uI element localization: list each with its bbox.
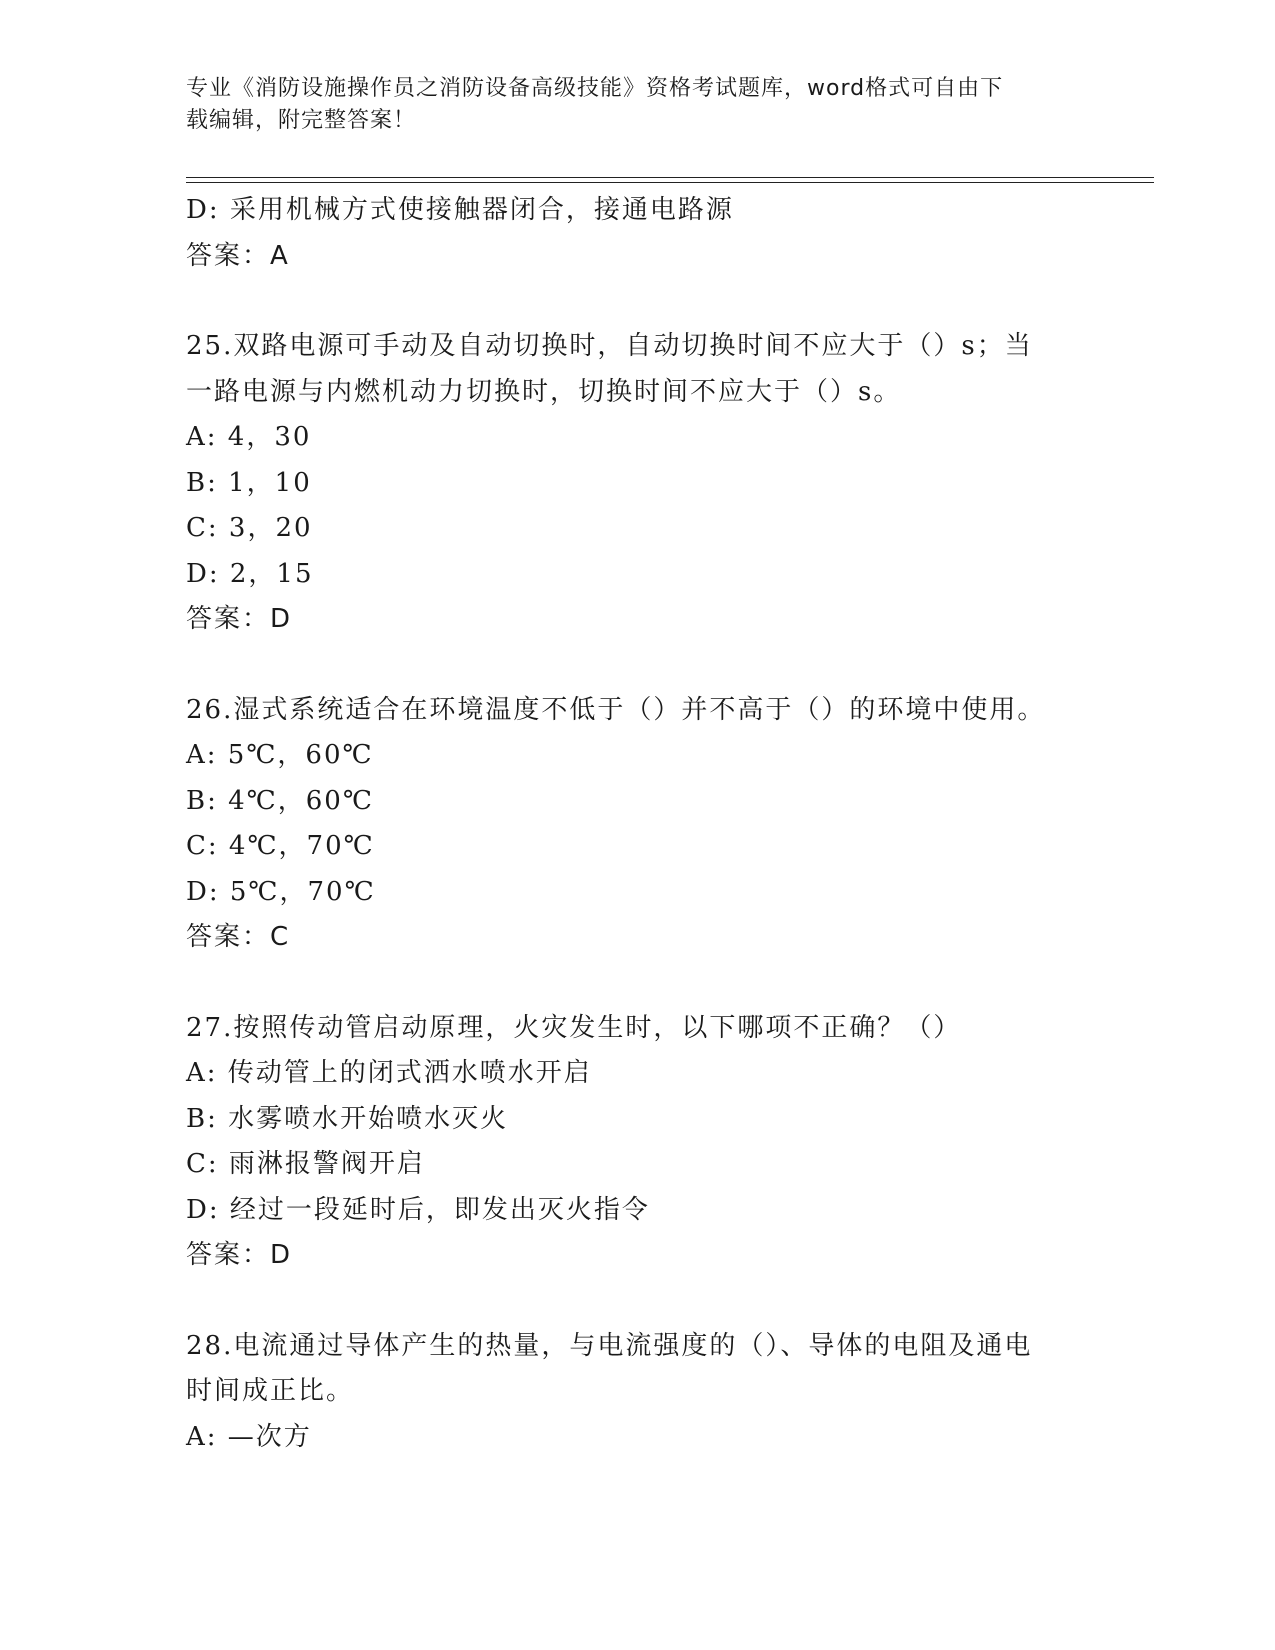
spacer — [186, 279, 1086, 324]
answer-line: 答案：A — [186, 240, 290, 271]
question-27 — [186, 1006, 1086, 1279]
answer-line: 答案：C — [186, 922, 291, 952]
option-d: D: 2，15 — [186, 558, 314, 589]
option-c: C: 雨淋报警阀开启 — [186, 1149, 425, 1179]
option-a: A: —次方 — [186, 1421, 312, 1452]
question-stem-line: 一路电源与内燃机动力切换时，切换时间不应大于（）s。 — [186, 376, 902, 407]
question-stem-line: 28.电流通过导体产生的热量，与电流强度的（）、导体的电阻及通电 — [186, 1330, 1033, 1361]
document-header — [186, 73, 1066, 137]
answer-line: 答案：D — [186, 604, 293, 634]
option-a: A: 4，30 — [186, 422, 312, 452]
option-c: C: 4℃，70℃ — [186, 831, 375, 861]
question-stem-line: 26.湿式系统适合在环境温度不低于（）并不高于（）的环境中使用。 — [186, 694, 1046, 725]
spacer — [186, 643, 1086, 688]
option-d: D: 采用机械方式使接触器闭合，接通电路源 — [186, 195, 734, 225]
answer-line: 答案：D — [186, 1240, 293, 1270]
question-25 — [186, 324, 1086, 643]
header-line-2: 载编辑，附完整答案！ — [186, 108, 417, 133]
option-d: D: 经过一段延时后，即发出灭火指令 — [186, 1194, 650, 1225]
spacer — [186, 1279, 1086, 1324]
header-divider-bottom — [186, 182, 1154, 183]
header-line-1: 专业《消防设施操作员之消防设备高级技能》资格考试题库，word格式可自由下 — [186, 76, 1004, 101]
option-b: B: 1，10 — [186, 467, 312, 498]
option-b: B: 4℃，60℃ — [186, 785, 374, 816]
question-stem-line: 27.按照传动管启动原理，火灾发生时，以下哪项不正确？（） — [186, 1012, 962, 1043]
question-stem-line: 25.双路电源可手动及自动切换时，自动切换时间不应大于（）s；当 — [186, 331, 1033, 361]
question-stem-line: 时间成正比。 — [186, 1376, 355, 1406]
option-a: A: 传动管上的闭式洒水喷水开启 — [186, 1058, 592, 1088]
question-26 — [186, 688, 1086, 961]
header-divider-top — [186, 177, 1154, 178]
question-list — [186, 188, 1086, 1460]
option-a: A: 5℃，60℃ — [186, 740, 374, 770]
question-28 — [186, 1324, 1086, 1461]
spacer — [186, 961, 1086, 1006]
option-b: B: 水雾喷水开始喷水灭火 — [186, 1103, 509, 1134]
option-d: D: 5℃，70℃ — [186, 876, 376, 907]
option-c: C: 3，20 — [186, 513, 313, 543]
